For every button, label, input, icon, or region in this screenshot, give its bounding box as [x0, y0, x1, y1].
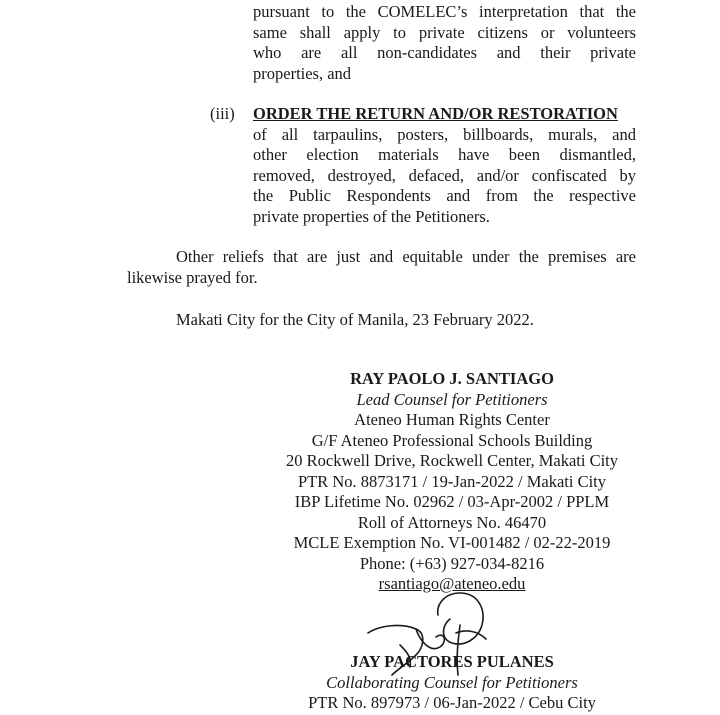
item-iii-body [253, 104, 636, 228]
text-line: who are all non-candidates and their private [253, 43, 636, 63]
item-ii-continuation [253, 2, 636, 84]
other-reliefs-line-1: Other reliefs that are just and equitable under the premises are [176, 247, 636, 266]
lead-counsel-address-1: G/F Ateneo Professional Schools Building [311, 430, 593, 450]
lead-counsel-ibp: IBP Lifetime No. 02962 / 03-Apr-2002 / PPLM [294, 492, 610, 511]
collab-counsel-block [252, 652, 652, 714]
lead-counsel-name: RAY PAOLO J. SANTIAGO [350, 369, 554, 388]
text-line: private properties of the Petitioners. [253, 206, 490, 226]
text-line: the Public Respondents and from the respective [253, 186, 636, 206]
lead-counsel-roll: Roll of Attorneys No. 46470 [357, 512, 547, 532]
lead-counsel-mcle: MCLE Exemption No. VI-001482 / 02-22-2019 [293, 533, 611, 552]
text-line: removed, destroyed, defaced, and/or confiscated by [253, 165, 636, 185]
text-line: of all tarpaulins, posters, billboards, murals, and [253, 124, 636, 144]
collab-counsel-ptr: PTR No. 897973 / 06-Jan-2022 / Cebu City [308, 693, 596, 712]
other-reliefs-line-2: likewise prayed for. [127, 268, 258, 287]
lead-counsel-email: rsantiago@ateneo.edu [378, 574, 526, 593]
lead-counsel-org: Ateneo Human Rights Center [354, 410, 550, 429]
collab-counsel-role: Collaborating Counsel for Petitioners [326, 672, 578, 692]
lead-counsel-ptr: PTR No. 8873171 / 19-Jan-2022 / Makati City [298, 471, 606, 491]
text-line: other election materials have been dismantled, [253, 145, 636, 165]
lead-counsel-address-2: 20 Rockwell Drive, Rockwell Center, Makati City [285, 451, 619, 470]
text-line: properties, and [253, 63, 352, 83]
place-date: Makati City for the City of Manila, 23 February 2022. [176, 310, 534, 329]
collab-counsel-name: JAY PACTORES PULANES [350, 652, 554, 671]
text-line: pursuant to the COMELEC’s interpretation that the [253, 2, 636, 21]
text-line: same shall apply to private citizens or volunteers [253, 22, 636, 42]
lead-counsel-phone: Phone: (+63) 927-034-8216 [359, 553, 545, 573]
item-iii-heading: ORDER THE RETURN AND/OR RESTORATION [253, 104, 618, 123]
lead-counsel-role: Lead Counsel for Petitioners [356, 389, 548, 409]
item-iii-marker: (iii) [210, 104, 235, 123]
lead-counsel-block [252, 369, 652, 595]
